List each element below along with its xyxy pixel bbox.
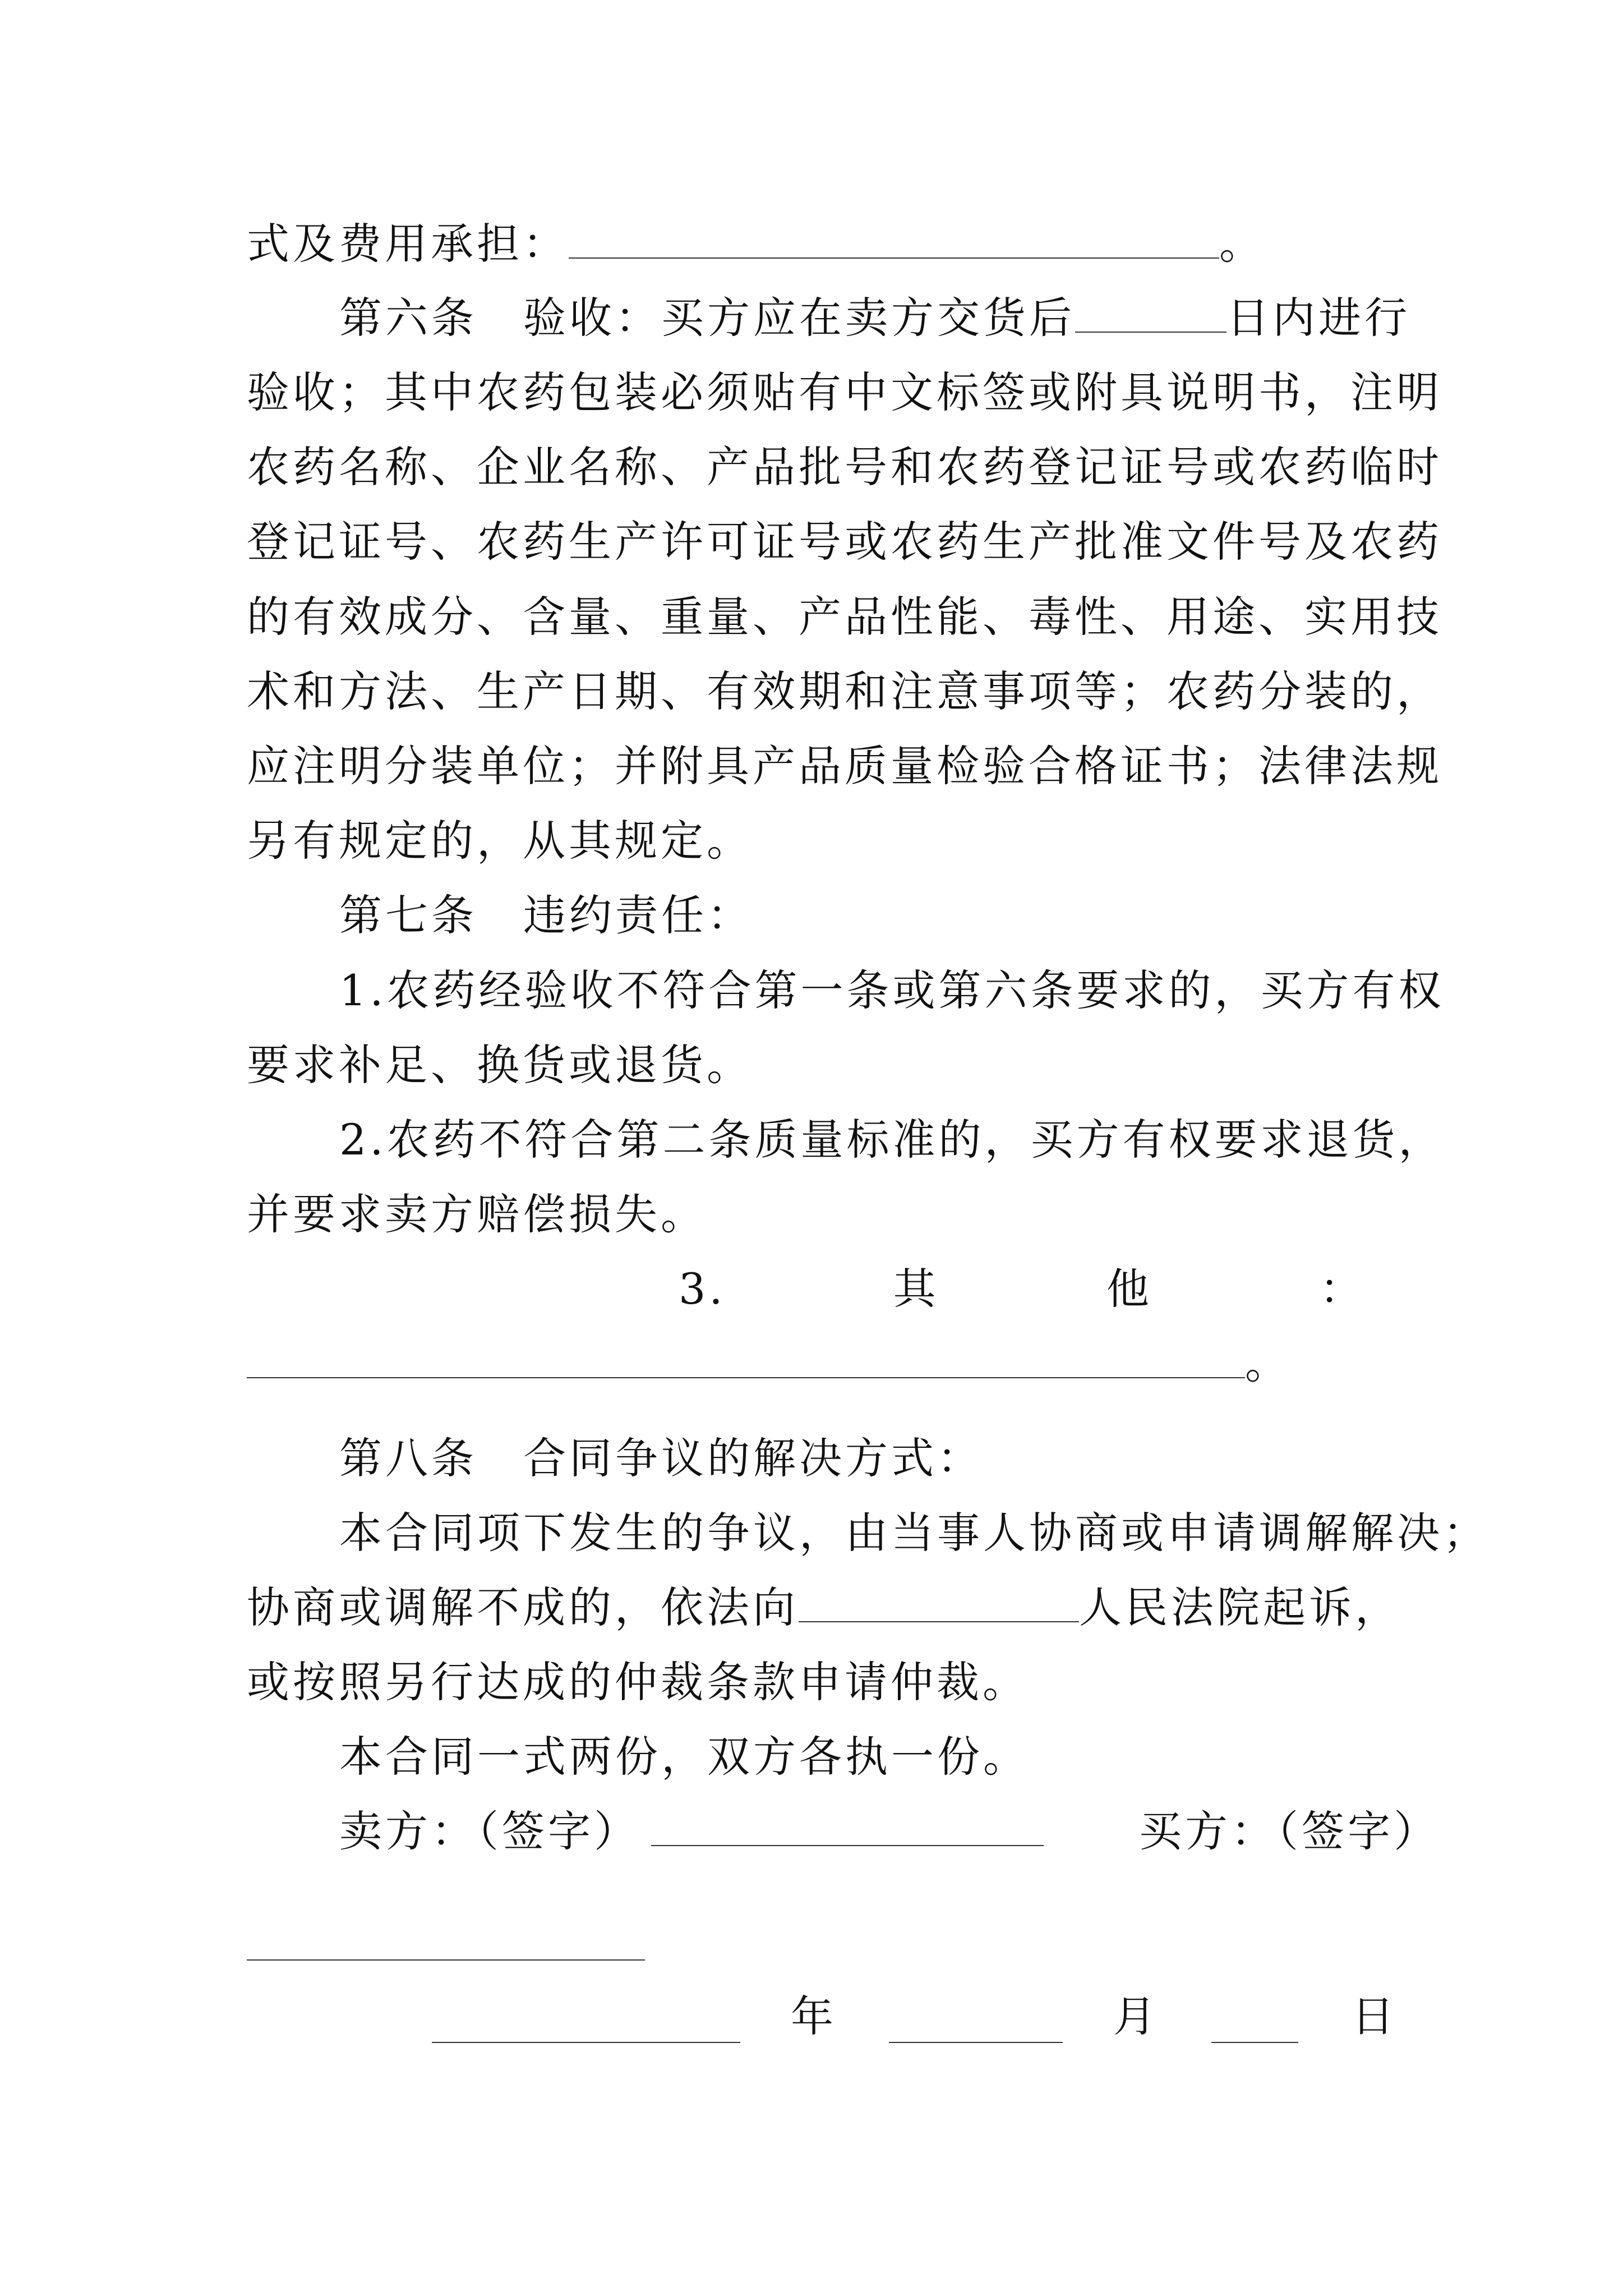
item-3-char: 其	[893, 1264, 939, 1314]
text-span: 或按照另行达成的仲裁条款申请仲裁。	[247, 1657, 1029, 1707]
text-line	[247, 664, 1442, 720]
fee-blank[interactable]	[569, 218, 1219, 259]
item-2-line-a	[339, 1112, 1478, 1168]
text-span: 登记证号、农药生产许可证号或农药生产批准文件号及农药	[247, 517, 1442, 567]
year-label-box	[791, 1989, 858, 2045]
signature-row	[339, 1803, 1440, 1860]
article-8-title	[339, 1430, 1478, 1487]
article-6-label: 第六条 验收：买方应在卖方交货后	[339, 293, 1075, 343]
article-6-after-blank: 日内进行	[1227, 293, 1410, 343]
day-blank[interactable]	[1211, 2042, 1298, 2043]
article-6-line	[339, 290, 1478, 346]
fee-label: 式及费用承担：	[247, 219, 569, 269]
text-span: 第七条 违约责任：	[339, 890, 753, 940]
seller-signature-blank[interactable]	[651, 1806, 1044, 1846]
month-label-box	[1113, 1989, 1181, 2045]
other-terms-blank[interactable]	[247, 1338, 1245, 1378]
text-span: 1.农药经验收不符合第一条或第六条要求的，买方有权	[339, 965, 1445, 1015]
text-line	[247, 365, 1442, 421]
text-line-fee	[247, 216, 1385, 272]
item-1-line-b	[247, 1037, 1385, 1093]
text-span: 协商或调解不成的，依法向	[247, 1582, 799, 1632]
item-2-line-b	[247, 1186, 1385, 1243]
court-name-blank[interactable]	[799, 1582, 1079, 1622]
article-8-line-a	[339, 1505, 1489, 1561]
item-3-colon: ：	[1319, 1264, 1366, 1314]
year-label: 年	[791, 1991, 837, 2041]
copies-line	[339, 1729, 1478, 1785]
text-span: 应注明分装单位；并附具产品质量检验合格证书；法律法规	[247, 741, 1442, 791]
text-line	[247, 738, 1442, 794]
text-span: 验收；其中农药包装必须贴有中文标签或附具说明书，注明	[247, 367, 1442, 417]
text-span: 第八条 合同争议的解决方式：	[339, 1433, 983, 1483]
text-span: 另有规定的，从其规定。	[247, 816, 753, 866]
item-3-blank-line	[247, 1336, 1385, 1392]
day-label: 日	[1352, 1991, 1398, 2041]
text-span: 术和方法、生产日期、有效期和注意事项等；农药分装的，	[247, 666, 1442, 716]
item-3-line	[679, 1261, 1366, 1317]
text-line	[247, 439, 1442, 495]
text-span: 2.农药不符合第二条质量标准的，买方有权要求退货，	[339, 1115, 1445, 1165]
article-8-line-c	[247, 1654, 1385, 1710]
text-span: 人民法院起诉，	[1079, 1582, 1401, 1632]
text-span: 并要求卖方赔偿损失。	[247, 1189, 707, 1239]
text-line	[247, 589, 1442, 645]
text-line	[247, 514, 1442, 570]
day-label-box	[1352, 1989, 1419, 2045]
seller-label: 卖方：（签字）	[339, 1806, 640, 1856]
item-3-number: 3.	[679, 1264, 726, 1314]
text-span: 农药名称、企业名称、产品批号和农药登记证号或农药临时	[247, 442, 1442, 492]
article-7-title	[339, 887, 1478, 944]
month-blank[interactable]	[889, 2042, 1063, 2043]
text-span: 本合同一式两份，双方各执一份。	[339, 1732, 1029, 1782]
item-1-line-a	[339, 963, 1478, 1019]
item-3-char: 他	[1106, 1264, 1152, 1314]
fee-end: 。	[1219, 219, 1265, 269]
year-blank[interactable]	[432, 2042, 740, 2043]
text-line	[247, 813, 1385, 869]
month-label: 月	[1113, 1991, 1159, 2041]
buyer-label: 买方：（签字）	[1139, 1806, 1440, 1856]
text-span: 的有效成分、含量、重量、产品性能、毒性、用途、实用技	[247, 592, 1442, 642]
item-3-end: 。	[1245, 1338, 1291, 1388]
article-8-line-b	[247, 1580, 1401, 1636]
inspection-days-blank[interactable]	[1075, 292, 1227, 333]
text-span: 要求补足、换货或退货。	[247, 1040, 753, 1090]
buyer-signature-blank[interactable]	[247, 1959, 645, 1961]
text-span: 本合同项下发生的争议，由当事人协商或申请调解解决；	[339, 1508, 1489, 1558]
